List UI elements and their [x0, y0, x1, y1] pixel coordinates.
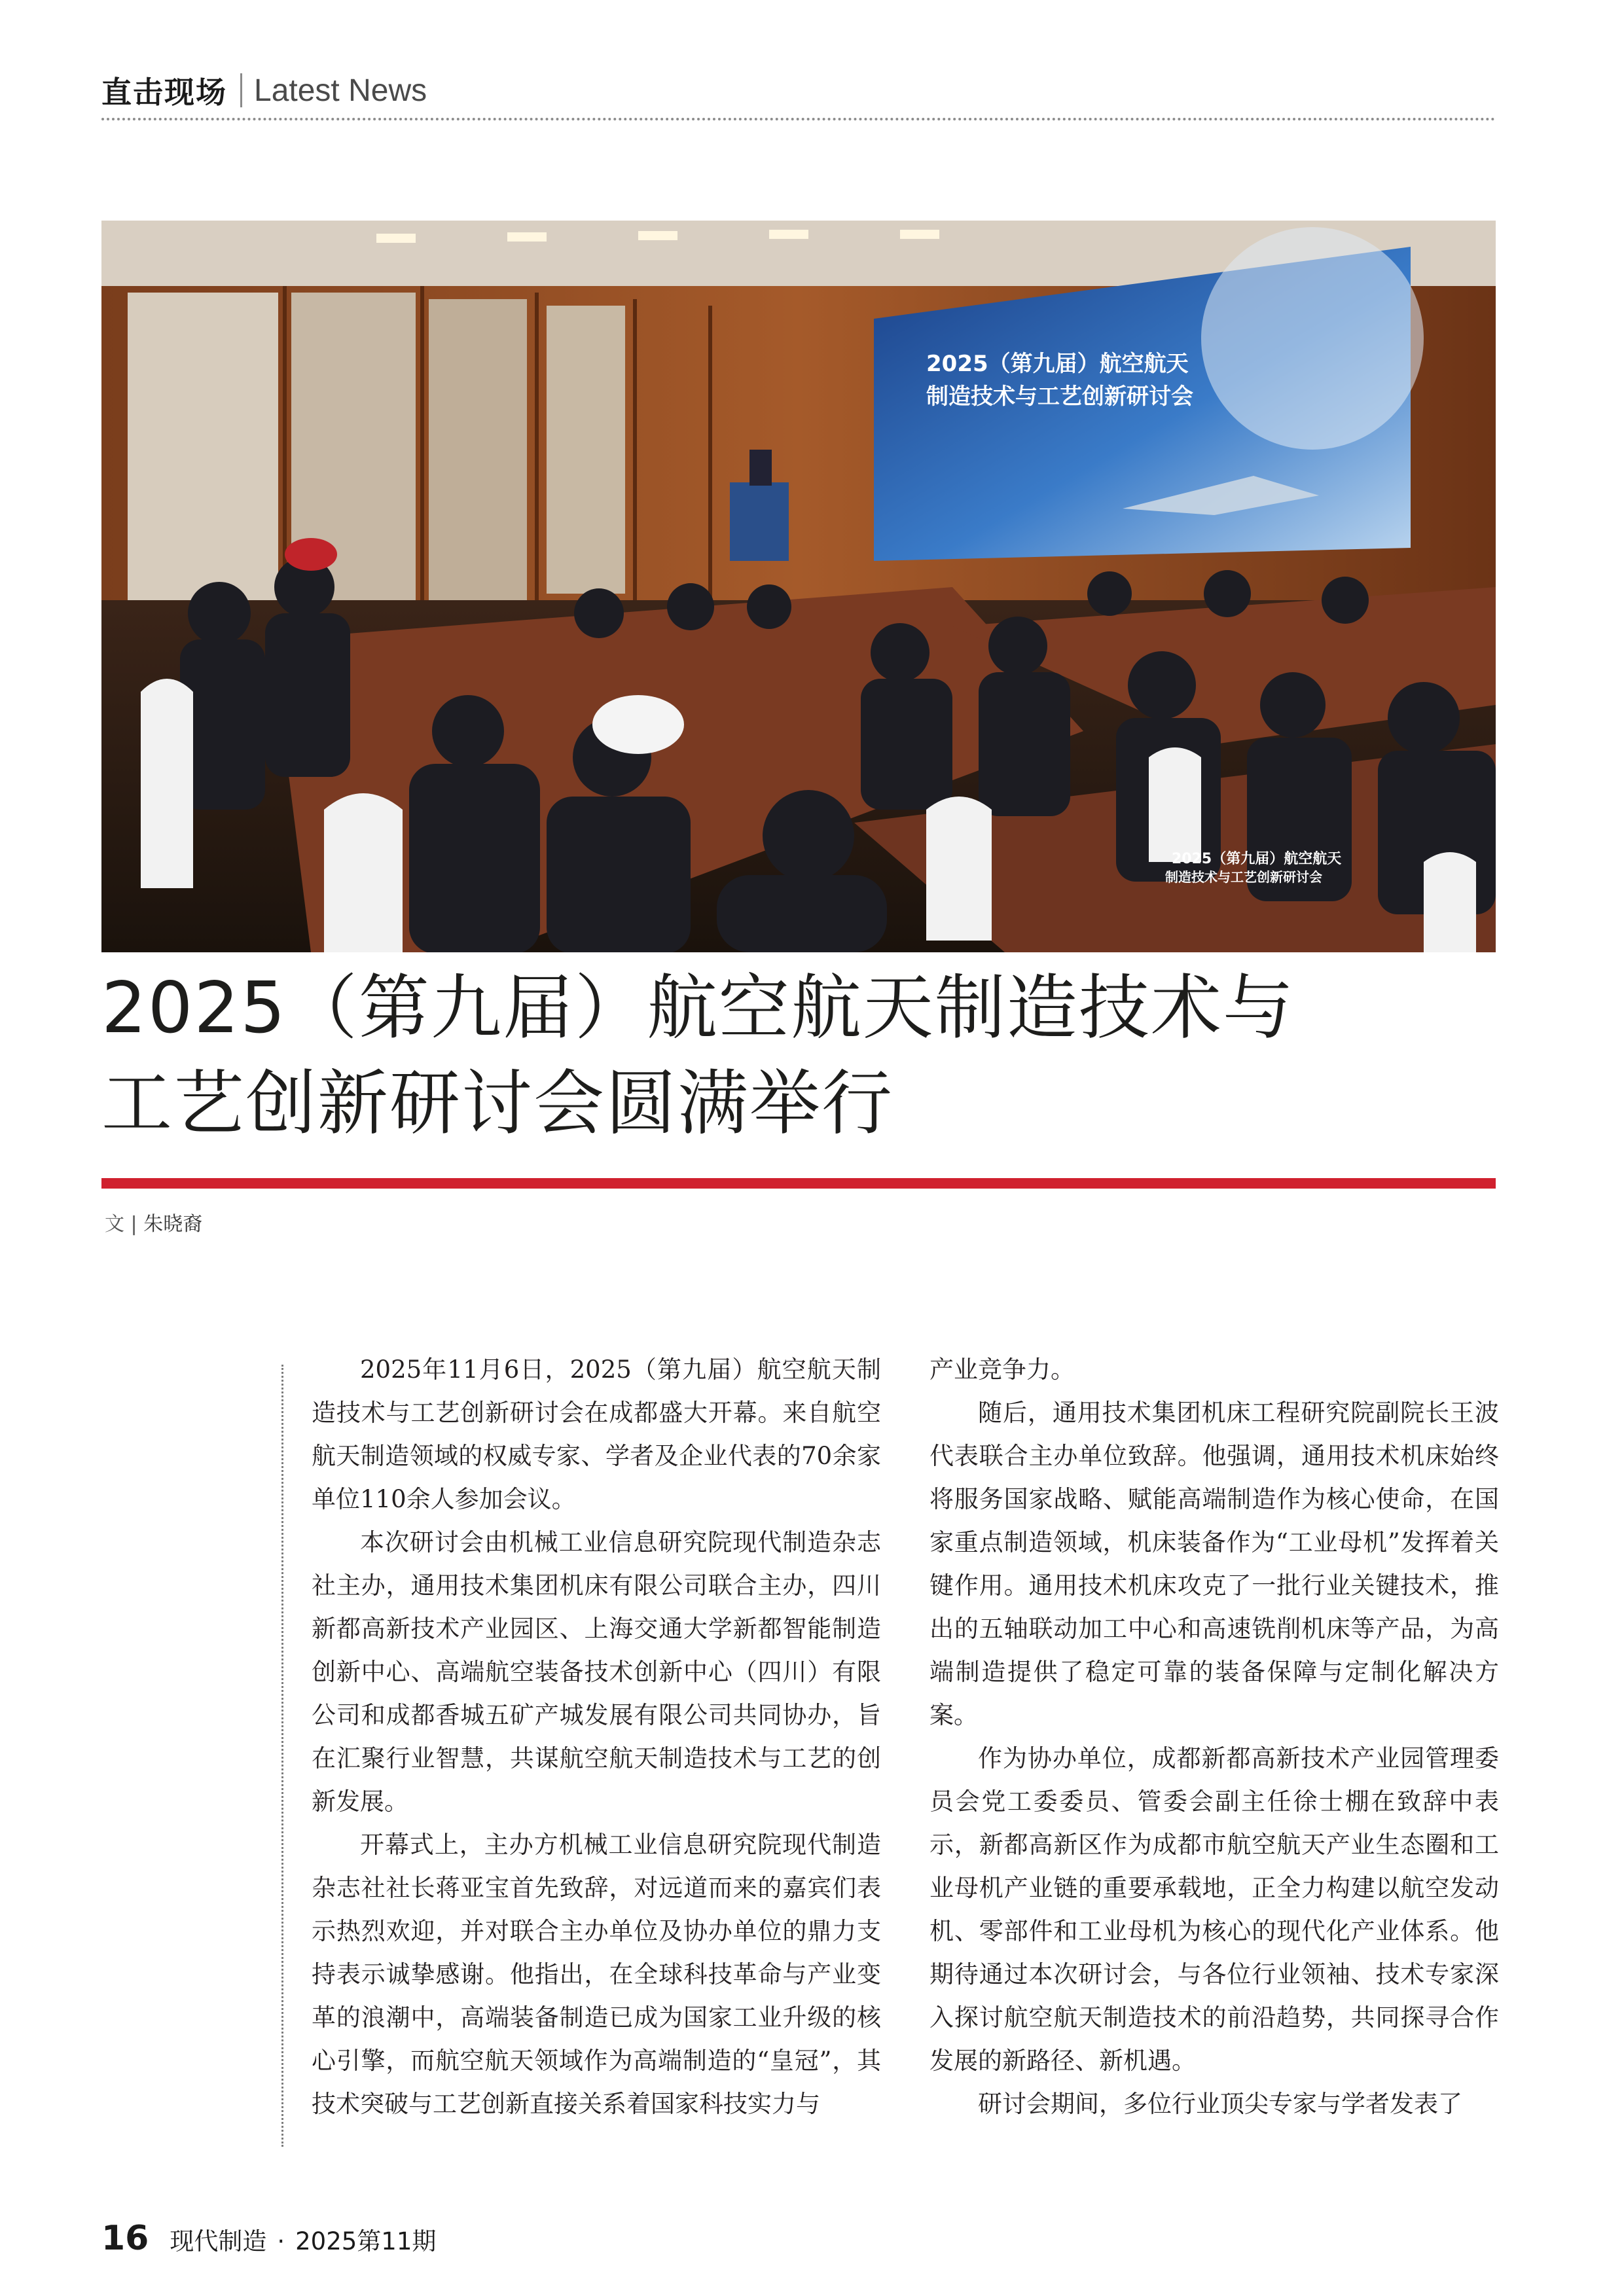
header-dotted-rule	[101, 118, 1496, 120]
photo-watermark-line2: 制造技术与工艺创新研讨会	[1165, 869, 1322, 885]
body-paragraph: 作为协办单位，成都新都高新技术产业园管理委员会党工委委员、管委会副主任徐士棚在致辞中表示，新都高新区作为成都市航空航天产业生态圈和工业母机产业链的重要承载地，正全力构建以航空发动机、零部件和工业母机为核心的现代化产业体系。他期待通过本次研讨会，与各位行业领袖、技术专家深入探讨航空航天制造技术的前沿趋势，共同探寻合作发展的新路径、新机遇。	[929, 1744, 1499, 2075]
title-red-rule	[101, 1178, 1496, 1189]
photo-watermark-line1: 2025（第九届）航空航天	[1172, 851, 1342, 867]
body-paragraph-continued: 产业竞争力。	[929, 1355, 1075, 1384]
section-title-en: Latest News	[254, 73, 427, 108]
page-number: 16	[101, 2219, 149, 2258]
body-paragraph: 随后，通用技术集团机床工程研究院副院长王波代表联合主办单位致辞。他强调，通用技术机床始终将服务国家战略、赋能高端制造作为核心使命，在国家重点制造领域，机床装备作为“工业母机”发挥着关键作用。通用技术机床攻克了一批行业关键技术，推出的五轴联动加工中心和高速铣削机床等产品，为高端制造提供了稳定可靠的装备保障与定制化解决方案。	[929, 1399, 1499, 1729]
article-title	[101, 961, 1496, 1152]
article-title-line1: 2025（第九届）航空航天制造技术与	[101, 967, 1295, 1049]
screen-title-line2: 制造技术与工艺创新研讨会	[926, 384, 1193, 410]
conference-photo	[101, 221, 1496, 952]
body-paragraph: 本次研讨会由机械工业信息研究院现代制造杂志社主办，通用技术集团机床有限公司联合主办，四川新都高新技术产业园区、上海交通大学新都智能制造创新中心、高端航空装备技术创新中心（四川）有限公司和成都香城五矿产城发展有限公司共同协办，旨在汇聚行业智慧，共谋航空航天制造技术与工艺的创新发展。	[312, 1528, 881, 1816]
section-title-cn: 直击现场	[101, 75, 227, 110]
byline-author: 朱晓裔	[143, 1213, 203, 1236]
section-header	[101, 71, 427, 110]
header-separator	[240, 73, 242, 107]
footer-separator: ·	[277, 2227, 285, 2255]
body-paragraph: 开幕式上，主办方机械工业信息研究院现代制造杂志社社长蒋亚宝首先致辞，对远道而来的嘉宾们表示热烈欢迎，并对联合主办单位及协办单位的鼎力支持表示诚挚感谢。他指出，在全球科技革命与产业变革的浪潮中，高端装备制造已成为国家工业升级的核心引擎，而航空航天领域作为高端制造的“皇冠”，其技术突破与工艺创新直接关系着国家科技实力与	[312, 1831, 881, 2118]
byline-label: 文	[105, 1213, 124, 1236]
screen-title-line1: 2025（第九届）航空航天	[926, 351, 1189, 377]
byline-separator: |	[130, 1213, 137, 1236]
body-paragraph: 研讨会期间，多位行业顶尖专家与学者发表了	[978, 2090, 1462, 2118]
body-column-left	[312, 1348, 881, 2126]
body-column-right	[929, 1348, 1499, 2126]
issue-number: 2025第11期	[295, 2227, 437, 2255]
body-paragraph: 2025年11月6日，2025（第九届）航空航天制造技术与工艺创新研讨会在成都盛大开幕。来自航空航天制造领域的权威专家、学者及企业代表的70余家单位110余人参加会议。	[312, 1355, 881, 1513]
byline	[105, 1208, 202, 1236]
column-dotted-divider	[281, 1365, 283, 2147]
page-footer	[101, 2219, 436, 2258]
magazine-name: 现代制造	[170, 2227, 267, 2255]
article-title-line2: 工艺创新研讨会圆满举行	[101, 1063, 894, 1145]
